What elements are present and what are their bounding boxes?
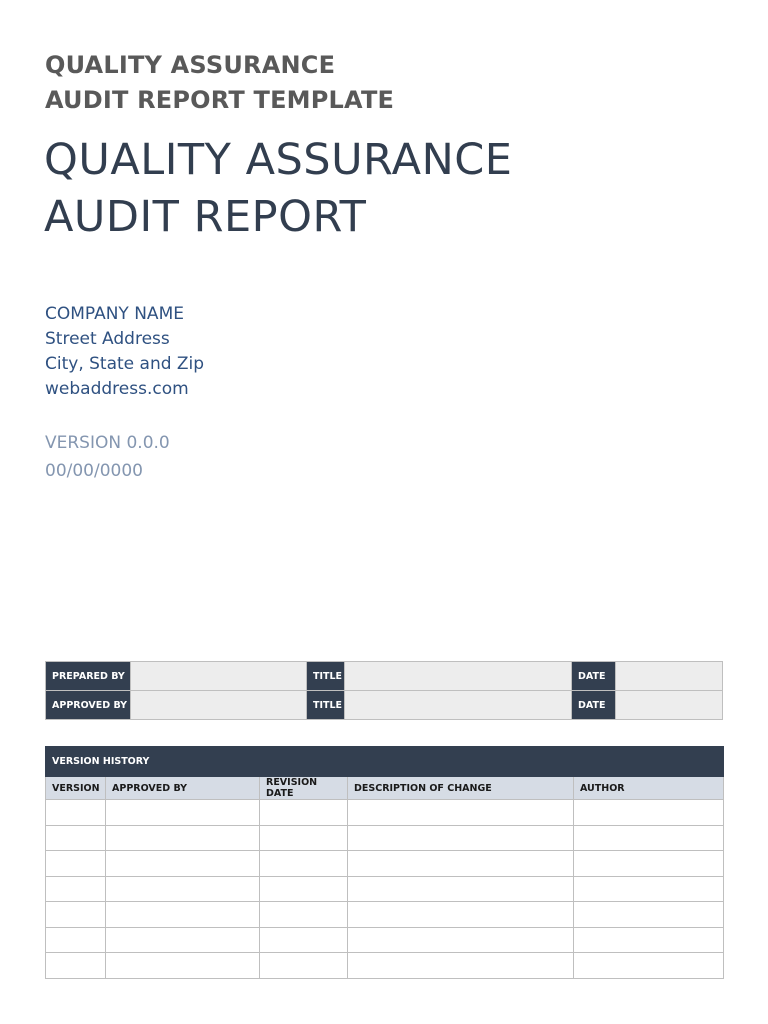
- prepared-row: [46, 662, 723, 691]
- table-cell[interactable]: [46, 953, 106, 979]
- table-row: [46, 953, 724, 979]
- table-row: [46, 902, 724, 928]
- table-cell[interactable]: [574, 902, 724, 928]
- table-cell[interactable]: [106, 953, 260, 979]
- table-cell[interactable]: [106, 927, 260, 953]
- table-row: [46, 851, 724, 877]
- table-cell[interactable]: [106, 876, 260, 902]
- web-address[interactable]: webaddress.com: [45, 379, 189, 399]
- table-cell[interactable]: [46, 902, 106, 928]
- table-cell[interactable]: [574, 927, 724, 953]
- table-cell[interactable]: [348, 953, 574, 979]
- version-date[interactable]: 00/00/0000: [45, 461, 143, 481]
- prepared-date-field[interactable]: [616, 662, 723, 691]
- table-cell[interactable]: [574, 851, 724, 877]
- col-approved-by: APPROVED BY: [106, 777, 260, 800]
- table-cell[interactable]: [46, 927, 106, 953]
- table-cell[interactable]: [574, 800, 724, 826]
- table-row: [46, 927, 724, 953]
- col-revision-date: REVISION DATE: [260, 777, 348, 800]
- table-cell[interactable]: [574, 825, 724, 851]
- template-heading: [45, 48, 394, 118]
- company-info: [45, 302, 204, 402]
- table-cell[interactable]: [106, 902, 260, 928]
- table-cell[interactable]: [348, 927, 574, 953]
- table-row: [46, 825, 724, 851]
- street-address[interactable]: Street Address: [45, 329, 170, 349]
- table-cell[interactable]: [348, 902, 574, 928]
- version-history-title: VERSION HISTORY: [46, 747, 724, 777]
- table-cell[interactable]: [46, 876, 106, 902]
- approved-by-label: APPROVED BY: [46, 691, 131, 720]
- report-title-line1: QUALITY ASSURANCE: [44, 135, 513, 185]
- approved-by-field[interactable]: [131, 691, 307, 720]
- approved-title-field[interactable]: [345, 691, 572, 720]
- report-title: [44, 132, 512, 246]
- table-cell[interactable]: [348, 800, 574, 826]
- table-cell[interactable]: [260, 927, 348, 953]
- table-cell[interactable]: [106, 851, 260, 877]
- table-cell[interactable]: [46, 800, 106, 826]
- table-cell[interactable]: [106, 825, 260, 851]
- approved-row: [46, 691, 723, 720]
- table-cell[interactable]: [260, 953, 348, 979]
- approved-date-field[interactable]: [616, 691, 723, 720]
- table-cell[interactable]: [574, 876, 724, 902]
- table-cell[interactable]: [260, 902, 348, 928]
- template-heading-line2: AUDIT REPORT TEMPLATE: [45, 86, 395, 114]
- col-author: AUTHOR: [574, 777, 724, 800]
- signoff-table: [45, 661, 723, 720]
- city-state-zip[interactable]: City, State and Zip: [45, 354, 205, 374]
- version-history-header-row: [46, 777, 724, 800]
- company-name[interactable]: COMPANY NAME: [45, 304, 184, 324]
- prepared-title-field[interactable]: [345, 662, 572, 691]
- prepared-by-field[interactable]: [131, 662, 307, 691]
- prepared-title-label: TITLE: [307, 662, 345, 691]
- table-cell[interactable]: [260, 851, 348, 877]
- table-cell[interactable]: [46, 825, 106, 851]
- table-cell[interactable]: [574, 953, 724, 979]
- version-history-banner: [46, 747, 724, 777]
- table-cell[interactable]: [348, 876, 574, 902]
- version-info: [45, 429, 170, 485]
- table-cell[interactable]: [348, 851, 574, 877]
- version-number[interactable]: VERSION 0.0.0: [45, 433, 170, 453]
- table-cell[interactable]: [106, 800, 260, 826]
- table-cell[interactable]: [260, 876, 348, 902]
- version-history-table: [45, 746, 724, 979]
- template-heading-line1: QUALITY ASSURANCE: [45, 51, 336, 79]
- approved-date-label: DATE: [572, 691, 616, 720]
- prepared-by-label: PREPARED BY: [46, 662, 131, 691]
- table-cell[interactable]: [260, 800, 348, 826]
- prepared-date-label: DATE: [572, 662, 616, 691]
- report-title-line2: AUDIT REPORT: [44, 192, 367, 242]
- col-version: VERSION: [46, 777, 106, 800]
- col-description: DESCRIPTION OF CHANGE: [348, 777, 574, 800]
- approved-title-label: TITLE: [307, 691, 345, 720]
- table-cell[interactable]: [348, 825, 574, 851]
- table-row: [46, 800, 724, 826]
- table-cell[interactable]: [46, 851, 106, 877]
- table-row: [46, 876, 724, 902]
- table-cell[interactable]: [260, 825, 348, 851]
